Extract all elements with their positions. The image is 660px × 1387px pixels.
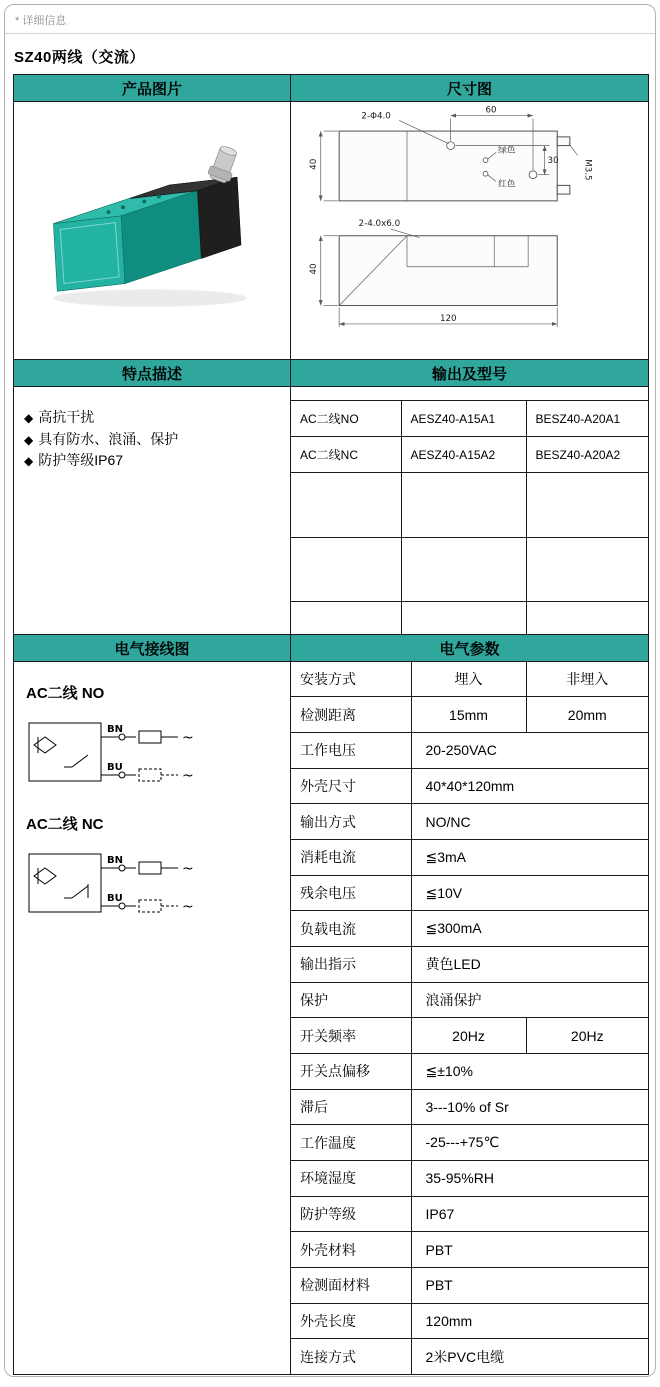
param-name: 开关频率: [291, 1018, 411, 1054]
ac-symbol: ~: [182, 861, 194, 877]
param-value-2: 非埋入: [526, 662, 648, 697]
param-name: 保护: [291, 982, 411, 1018]
bn-label: BN: [107, 855, 123, 866]
feature-text: 高抗干扰: [38, 409, 95, 425]
param-value: 35-95%RH: [411, 1161, 648, 1197]
wiring-nc-title: AC二线 NC: [26, 816, 104, 833]
param-name: 滞后: [291, 1089, 411, 1125]
dim-label-slot: 2-4.0x6.0: [358, 219, 400, 230]
dim-60: 60: [485, 105, 497, 116]
param-row: [291, 1054, 648, 1090]
param-name: 输出方式: [291, 804, 411, 840]
param-row: [291, 697, 648, 733]
model-row-empty: [291, 473, 648, 538]
param-value: 浪涌保护: [411, 982, 648, 1018]
param-row: [291, 1018, 648, 1054]
param-row: [291, 911, 648, 947]
param-name: 检测距离: [291, 697, 411, 733]
product-image-cell: [14, 102, 291, 360]
param-name: 环境湿度: [291, 1161, 411, 1197]
param-value: IP67: [411, 1196, 648, 1232]
model-type: AC二线NC: [291, 437, 401, 473]
bn-label: BN: [107, 724, 123, 735]
dim-120: 120: [439, 314, 457, 325]
page-frame: [4, 4, 656, 1377]
param-value-1: 20Hz: [411, 1018, 526, 1054]
feature-text: 具有防水、浪涌、保护: [38, 430, 179, 447]
param-name: 检测面材料: [291, 1268, 411, 1304]
param-row: [291, 733, 648, 769]
feature-item: [24, 450, 280, 472]
param-row: [291, 1089, 648, 1125]
model-b: BESZ40-A20A2: [526, 437, 648, 473]
diamond-bullet-icon: ◆: [24, 454, 34, 469]
header-features: 特点描述: [14, 360, 291, 387]
wiring-no-diagram: [26, 713, 261, 793]
param-row: [291, 1161, 648, 1197]
header-product-image: 产品图片: [14, 75, 291, 102]
header-row-bottom: [14, 635, 649, 662]
param-name: 安装方式: [291, 662, 411, 697]
media-row: [14, 102, 649, 360]
param-name: 输出指示: [291, 947, 411, 983]
param-row: [291, 804, 648, 840]
param-row: [291, 982, 648, 1018]
param-value: ≦±10%: [411, 1054, 648, 1090]
param-name: 外壳长度: [291, 1303, 411, 1339]
param-value-1: 15mm: [411, 697, 526, 733]
param-value: 120mm: [411, 1303, 648, 1339]
param-row: [291, 875, 648, 911]
param-name: 开关点偏移: [291, 1054, 411, 1090]
param-row: [291, 1232, 648, 1268]
param-value-2: 20mm: [526, 697, 648, 733]
param-value: 20-250VAC: [411, 733, 648, 769]
param-name: 外壳材料: [291, 1232, 411, 1268]
param-row: [291, 1339, 648, 1374]
param-name: 消耗电流: [291, 840, 411, 876]
model-row-empty: [291, 602, 648, 634]
ac-symbol: ~: [182, 899, 194, 915]
dim-30: 30: [547, 156, 559, 167]
dim-40-top: 40: [308, 158, 319, 170]
header-row-mid: [14, 360, 649, 387]
param-row: [291, 662, 648, 697]
diamond-bullet-icon: ◆: [24, 432, 34, 447]
param-row: [291, 1125, 648, 1161]
dim-label-holes: 2-Φ4.0: [360, 111, 391, 122]
param-name: 工作温度: [291, 1125, 411, 1161]
dim-40-bottom: 40: [308, 263, 319, 275]
dim-label-green-led: 绿色: [497, 145, 516, 156]
param-value: ≦10V: [411, 875, 648, 911]
header-output-models: 输出及型号: [291, 360, 649, 387]
detail-info-note: * 详细信息: [15, 15, 67, 27]
param-row: [291, 768, 648, 804]
param-value: 3---10% of Sr: [411, 1089, 648, 1125]
param-value: PBT: [411, 1232, 648, 1268]
param-name: 残余电压: [291, 875, 411, 911]
param-row: [291, 1196, 648, 1232]
dim-label-red-led: 红色: [497, 179, 516, 190]
model-row: [291, 401, 648, 437]
output-models-table: [291, 400, 648, 634]
bu-label: BU: [107, 893, 123, 904]
model-a: AESZ40-A15A1: [401, 401, 526, 437]
params-table: [291, 662, 648, 1374]
params-cell: [291, 662, 649, 1375]
param-name: 连接方式: [291, 1339, 411, 1374]
param-value: 2米PVC电缆: [411, 1339, 648, 1374]
param-row: [291, 1268, 648, 1304]
features-models-row: [14, 387, 649, 635]
wiring-cell: [14, 662, 291, 1375]
top-divider: [5, 33, 655, 34]
param-value: NO/NC: [411, 804, 648, 840]
ac-symbol: ~: [182, 730, 194, 746]
param-value: 40*40*120mm: [411, 768, 648, 804]
param-value-1: 埋入: [411, 662, 526, 697]
model-type: AC二线NO: [291, 401, 401, 437]
page-title: SZ40两线（交流）: [14, 49, 145, 66]
model-row: [291, 437, 648, 473]
wiring-params-row: [14, 662, 649, 1375]
ac-symbol: ~: [182, 768, 194, 784]
header-dimension-drawing: 尺寸图: [291, 75, 649, 102]
feature-item: [24, 407, 280, 429]
dimension-drawing: [305, 102, 635, 354]
param-value: 黄色LED: [411, 947, 648, 983]
model-row-empty: [291, 537, 648, 602]
dimension-cell: [291, 102, 649, 360]
model-b: BESZ40-A20A1: [526, 401, 648, 437]
param-row: [291, 1303, 648, 1339]
param-name: 外壳尺寸: [291, 768, 411, 804]
wiring-nc-diagram: [26, 844, 261, 924]
diamond-bullet-icon: ◆: [24, 411, 34, 425]
feature-text: 防护等级IP67: [38, 452, 124, 469]
param-value: -25---+75℃: [411, 1125, 648, 1161]
product-photo: [36, 146, 268, 311]
param-name: 防护等级: [291, 1196, 411, 1232]
header-row-top: [14, 75, 649, 102]
header-wiring-diagram: 电气接线图: [14, 635, 291, 662]
param-value-2: 20Hz: [526, 1018, 648, 1054]
output-models-cell: [291, 387, 649, 635]
param-value: PBT: [411, 1268, 648, 1304]
param-value: ≦300mA: [411, 911, 648, 947]
features-cell: [14, 387, 291, 635]
param-row: [291, 947, 648, 983]
param-name: 工作电压: [291, 733, 411, 769]
param-name: 负载电流: [291, 911, 411, 947]
spec-table: [13, 74, 649, 1375]
header-electrical-params: 电气参数: [291, 635, 649, 662]
param-value: ≦3mA: [411, 840, 648, 876]
param-row: [291, 840, 648, 876]
wiring-no-title: AC二线 NO: [26, 685, 105, 702]
dim-thread: M3.5: [581, 159, 592, 181]
bu-label: BU: [107, 762, 123, 773]
model-a: AESZ40-A15A2: [401, 437, 526, 473]
feature-item: [24, 429, 280, 451]
